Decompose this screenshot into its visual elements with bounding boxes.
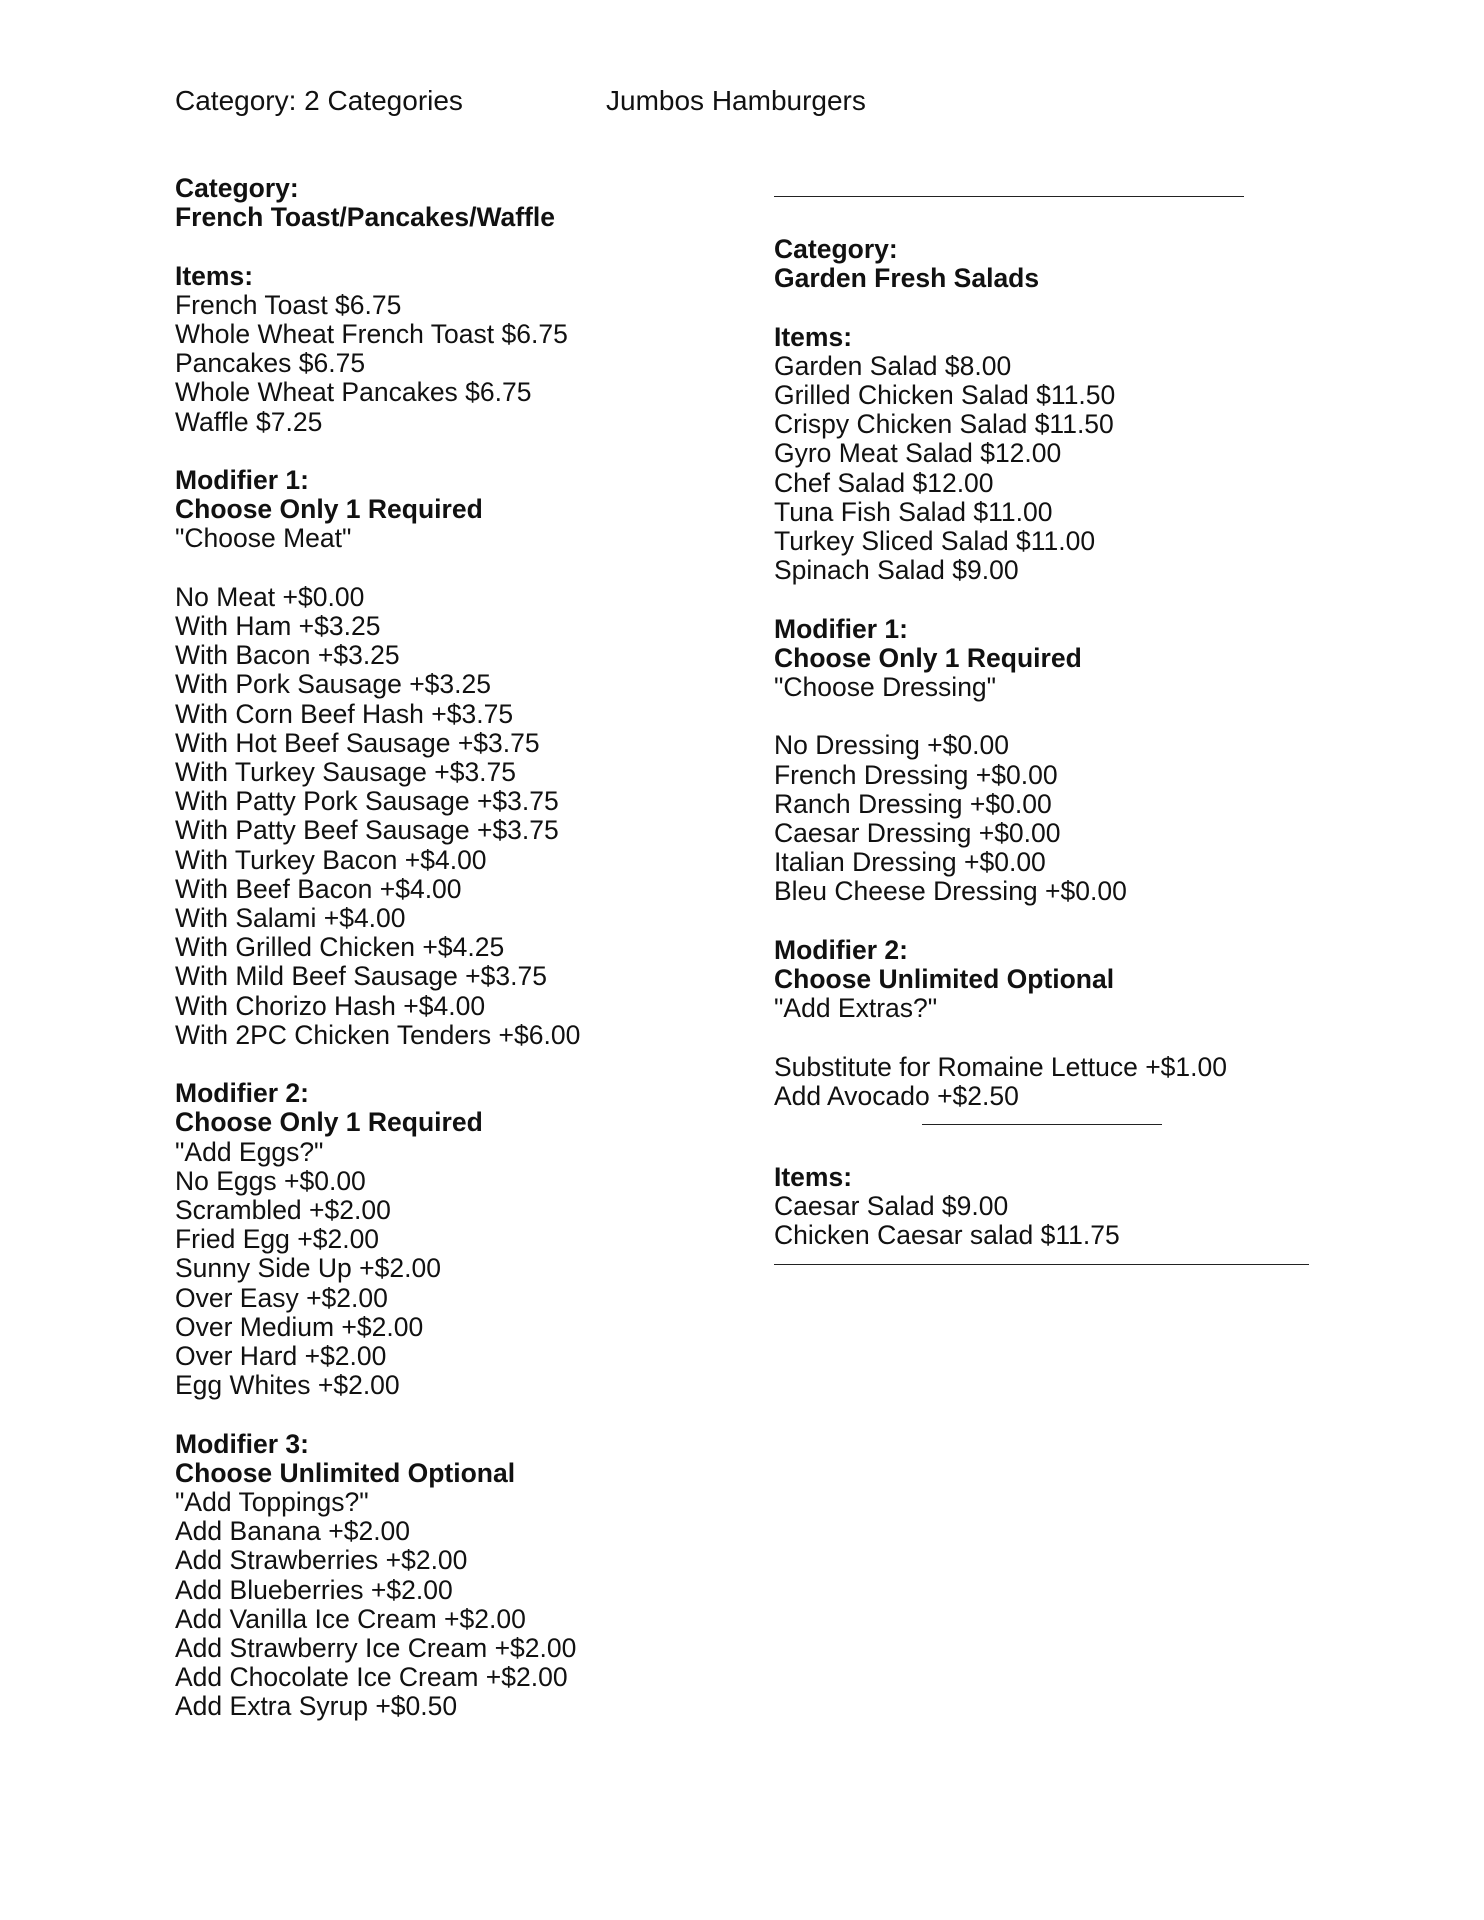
- modifier-option: Sunny Side Up +$2.00: [175, 1253, 441, 1284]
- menu-item: Whole Wheat French Toast $6.75: [175, 319, 568, 349]
- modifier-rule: Choose Only 1 Required: [774, 642, 1082, 673]
- spacer: [175, 437, 735, 466]
- modifier-option: With Turkey Bacon +$4.00: [175, 844, 487, 875]
- modifier-option: Add Vanilla Ice Cream +$2.00: [175, 1603, 526, 1634]
- menu-item: Chef Salad $12.00: [774, 467, 994, 498]
- menu-item: Pancakes $6.75: [175, 348, 366, 379]
- modifier-option: Add Blueberries +$2.00: [175, 1574, 453, 1605]
- modifier-option: Add Avocado +$2.50: [774, 1080, 1019, 1111]
- modifier-option: Over Hard +$2.00: [175, 1341, 387, 1372]
- modifier-option: With Corn Beef Hash +$3.75: [175, 698, 514, 729]
- divider-line: [922, 1124, 1162, 1125]
- modifier-label: Modifier 1:: [774, 613, 908, 644]
- modifier-prompt: "Add Eggs?": [175, 1136, 324, 1167]
- menu-item: Grilled Chicken Salad $11.50: [774, 380, 1116, 410]
- modifier-option: Scrambled +$2.00: [175, 1195, 391, 1226]
- modifier-option: Egg Whites +$2.00: [175, 1370, 400, 1401]
- modifier-option: With 2PC Chicken Tenders +$6.00: [175, 1019, 581, 1050]
- category-count: Category: 2 Categories: [175, 85, 463, 116]
- menu-item: Crispy Chicken Salad $11.50: [774, 409, 1114, 440]
- modifier-prompt: "Add Toppings?": [175, 1487, 369, 1518]
- modifier-label: Modifier 1:: [175, 465, 309, 495]
- modifier-option: No Eggs +$0.00: [175, 1165, 366, 1196]
- left-column: [175, 174, 735, 1722]
- divider-line: [774, 196, 1244, 197]
- modifier-option: With Patty Beef Sausage +$3.75: [175, 815, 559, 846]
- modifier-option: With Pork Sausage +$3.25: [175, 669, 491, 700]
- divider-line: [774, 1264, 1309, 1265]
- items-label: Items:: [774, 321, 853, 352]
- modifier-option: Ranch Dressing +$0.00: [774, 788, 1052, 819]
- menu-item: Whole Wheat Pancakes $6.75: [175, 377, 532, 408]
- spacer: [175, 232, 735, 261]
- menu-item: Caesar Salad $9.00: [774, 1191, 1009, 1222]
- spacer: [774, 585, 1414, 614]
- category-label: Category:: [175, 173, 299, 203]
- spacer: [175, 1400, 735, 1429]
- modifier-prompt: "Add Extras?": [774, 993, 938, 1024]
- spacer: [774, 1023, 1414, 1052]
- category-label: Category:: [774, 234, 898, 264]
- menu-item: French Toast $6.75: [175, 289, 402, 320]
- menu-item: Waffle $7.25: [175, 406, 323, 437]
- modifier-option: With Patty Pork Sausage +$3.75: [175, 786, 559, 817]
- modifier-option: Caesar Dressing +$0.00: [774, 818, 1061, 849]
- right-column: [774, 176, 1414, 1265]
- modifier-option: With Salami +$4.00: [175, 903, 406, 934]
- menu-item: Chicken Caesar salad $11.75: [774, 1220, 1120, 1251]
- spacer: [175, 1050, 735, 1079]
- modifier-option: With Turkey Sausage +$3.75: [175, 757, 517, 788]
- modifier-option: Fried Egg +$2.00: [175, 1224, 380, 1255]
- modifier-rule: Choose Only 1 Required: [175, 494, 483, 525]
- modifier-option: With Mild Beef Sausage +$3.75: [175, 961, 547, 992]
- modifier-prompt: "Choose Meat": [175, 523, 352, 554]
- modifier-label: Modifier 3:: [175, 1428, 309, 1459]
- modifier-option: Add Strawberry Ice Cream +$2.00: [175, 1633, 577, 1664]
- modifier-option: With Grilled Chicken +$4.25: [175, 932, 505, 963]
- modifier-rule: Choose Only 1 Required: [175, 1107, 483, 1138]
- modifier-option: With Chorizo Hash +$4.00: [175, 990, 486, 1021]
- modifier-option: With Ham +$3.25: [175, 611, 381, 641]
- menu-item: Gyro Meat Salad $12.00: [774, 438, 1062, 469]
- items-label: Items:: [774, 1162, 853, 1193]
- modifier-option: Over Medium +$2.00: [175, 1311, 424, 1342]
- modifier-option: With Beef Bacon +$4.00: [175, 873, 462, 904]
- spacer: [175, 554, 735, 583]
- modifier-option: With Bacon +$3.25: [175, 640, 400, 671]
- modifier-option: Add Chocolate Ice Cream +$2.00: [175, 1662, 568, 1693]
- modifier-prompt: "Choose Dressing": [774, 672, 997, 703]
- category-name: Garden Fresh Salads: [774, 263, 1040, 294]
- modifier-option: No Dressing +$0.00: [774, 730, 1009, 761]
- modifier-option: Italian Dressing +$0.00: [774, 847, 1046, 878]
- modifier-option: Add Extra Syrup +$0.50: [175, 1691, 458, 1722]
- modifier-rule: Choose Unlimited Optional: [175, 1457, 516, 1488]
- modifier-label: Modifier 2:: [175, 1078, 309, 1109]
- spacer: [774, 702, 1414, 731]
- items-label: Items:: [175, 260, 254, 291]
- menu-item: Tuna Fish Salad $11.00: [774, 496, 1053, 527]
- category-name: French Toast/Pancakes/Waffle: [175, 202, 555, 233]
- modifier-label: Modifier 2:: [774, 934, 908, 965]
- modifier-option: Add Strawberries +$2.00: [175, 1545, 468, 1576]
- modifier-option: With Hot Beef Sausage +$3.75: [175, 727, 540, 758]
- restaurant-name: Jumbos Hamburgers: [606, 85, 866, 116]
- modifier-option: Substitute for Romaine Lettuce +$1.00: [774, 1051, 1227, 1082]
- spacer: [774, 293, 1414, 322]
- modifier-option: Bleu Cheese Dressing +$0.00: [774, 876, 1127, 907]
- modifier-option: No Meat +$0.00: [175, 581, 365, 612]
- modifier-option: Add Banana +$2.00: [175, 1516, 411, 1547]
- modifier-option: Over Easy +$2.00: [175, 1282, 388, 1313]
- menu-item: Turkey Sliced Salad $11.00: [774, 526, 1096, 557]
- modifier-rule: Choose Unlimited Optional: [774, 964, 1115, 995]
- menu-item: Spinach Salad $9.00: [774, 555, 1019, 586]
- spacer: [774, 907, 1414, 936]
- menu-item: Garden Salad $8.00: [774, 350, 1012, 381]
- modifier-option: French Dressing +$0.00: [774, 759, 1058, 790]
